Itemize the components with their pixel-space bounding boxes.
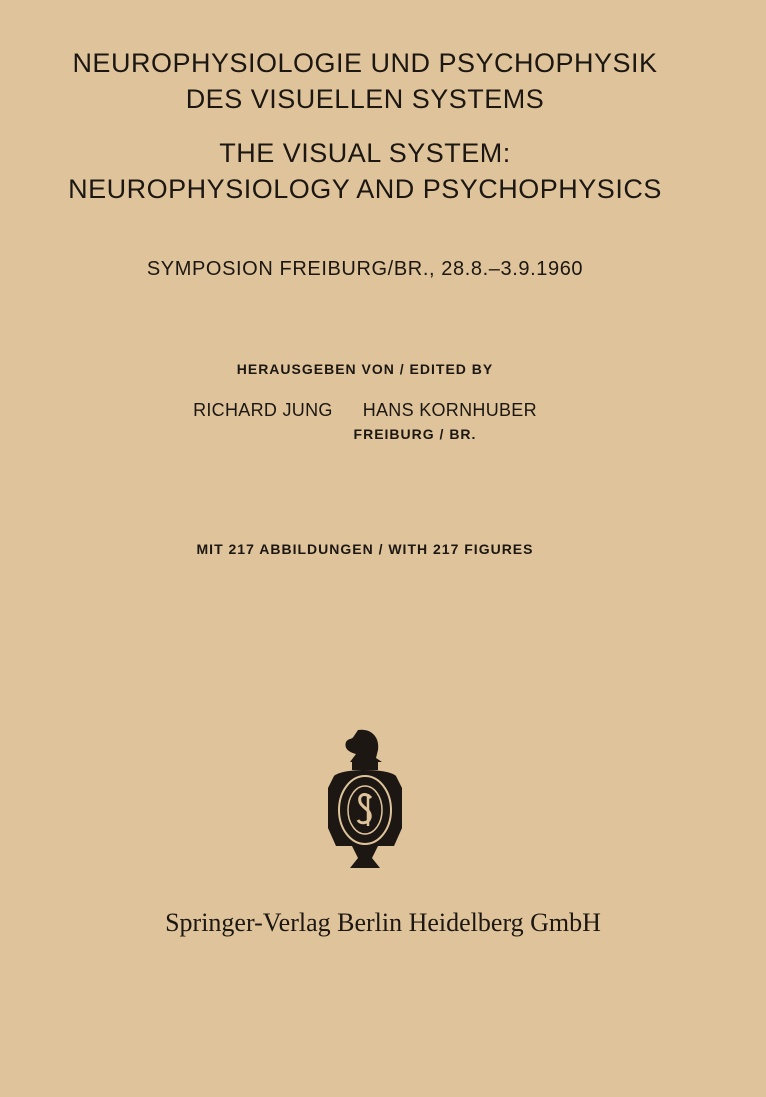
symposium-info: SYMPOSION FREIBURG/BR., 28.8.–3.9.1960	[146, 258, 584, 280]
edited-by-label: HERAUSGEBEN VON / EDITED BY	[236, 361, 494, 377]
title-english-line-1: THE VISUAL SYSTEM:	[219, 138, 511, 168]
title-german-line-2: DES VISUELLEN SYSTEMS	[185, 84, 545, 114]
title-german-line-1: NEUROPHYSIOLOGIE UND PSYCHOPHYSIK	[72, 48, 658, 78]
title-english-line-2: NEUROPHYSIOLOGY AND PSYCHOPHYSICS	[68, 174, 662, 204]
springer-chess-knight-logo-icon	[322, 728, 408, 874]
editor-name: RICHARD JUNG	[193, 400, 333, 420]
editor-name: HANS KORNHUBER	[362, 400, 537, 420]
publisher-name: Springer-Verlag Berlin Heidelberg GmbH	[165, 908, 601, 937]
figures-count: MIT 217 ABBILDUNGEN / WITH 217 FIGURES	[196, 541, 534, 557]
editors	[0, 400, 730, 421]
editors-location: FREIBURG / BR.	[353, 426, 477, 442]
